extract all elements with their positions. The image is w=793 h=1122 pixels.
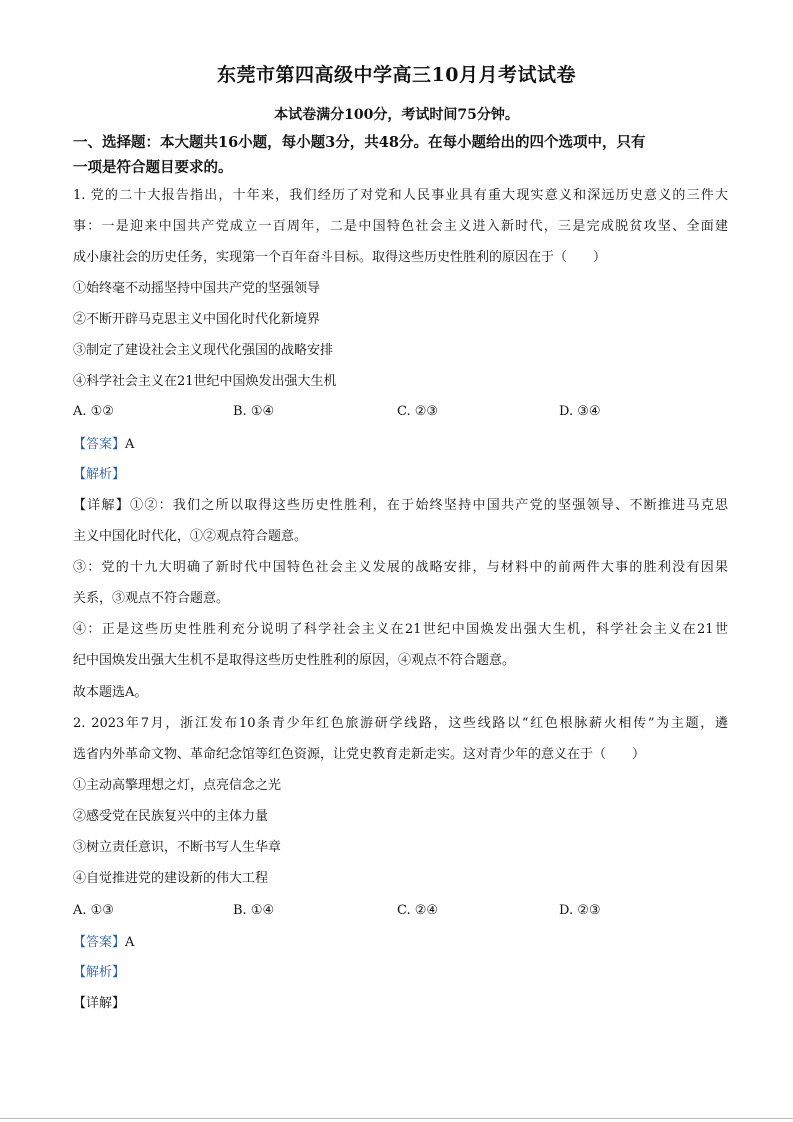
- q1-detail-line-6: 纪中国焕发出强大生机不是取得这些历史性胜利的原因，④观点不符合题意。: [73, 653, 516, 668]
- q2-detail: [73, 994, 728, 1014]
- q1-detail-line-2: 主义中国化时代化，①②观点符合题意。: [73, 529, 308, 544]
- q1-option-a: A. ①②: [73, 404, 114, 419]
- q1-analysis-tag: 【解析】: [73, 467, 126, 482]
- q2-stem-line-2: 选省内外革命文物、革命纪念馆等红色资源，让党史教育走新走实。这对青少年的意义在于（ ）: [73, 747, 646, 762]
- q1-statement-2: ②不断开辟马克思主义中国化时代化新境界: [73, 312, 321, 327]
- q1-answer-value: A: [125, 437, 135, 452]
- q1-answer-tag: 【答案】: [73, 437, 126, 452]
- q1-stem-line-2: 事：一是迎来中国共产党成立一百周年，二是中国特色社会主义进入新时代，三是完成脱贫攻坚、全面建: [73, 219, 728, 234]
- q1-option-d: D. ③④: [559, 404, 601, 419]
- q2-analysis-tag: 【解析】: [73, 965, 126, 980]
- q2-statement-2: ②感受党在民族复兴中的主体力量: [73, 809, 269, 824]
- q1-stem-line-3: 成小康社会的历史任务，实现第一个百年奋斗目标。取得这些历史性胜利的原因在于（ ）: [73, 250, 607, 265]
- q2-statement-3: ③树立责任意识，不断书写人生华章: [73, 840, 282, 855]
- section-heading-line-1: 一、选择题：本大题共16小题，每小题3分，共48分。在每小题给出的四个选项中，只有: [73, 134, 646, 151]
- page-bottom-divider: [0, 1118, 793, 1119]
- q1-detail-line-5: ④：正是这些历史性胜利充分说明了科学社会主义在21世纪中国焕发出强大生机，科学社会主义在21世: [73, 622, 728, 637]
- q1-detail-line-1: [73, 496, 728, 516]
- q1-option-c: C. ②③: [397, 404, 439, 419]
- q1-detail-line-7: 故本题选A。: [73, 685, 148, 700]
- q2-detail-tag: 【详解】: [73, 996, 126, 1011]
- q1-detail-tag: 【详解】: [73, 498, 131, 513]
- q2-analysis: [73, 963, 728, 983]
- q2-statement-4: ④自觉推进党的建设新的伟大工程: [73, 871, 269, 886]
- exam-info: 本试卷满分100分，考试时间75分钟。: [274, 107, 519, 123]
- q1-statement-3: ③制定了建设社会主义现代化强国的战略安排: [73, 343, 334, 358]
- q1-detail-line-4: 关系，③观点不符合题意。: [73, 591, 230, 606]
- q2-answer-value: A: [125, 935, 135, 950]
- page-title: 东莞市第四高级中学高三10月月考试试卷: [217, 64, 576, 86]
- section-heading-line-2: 一项是符合题目要求的。: [73, 159, 233, 176]
- q2-stem-line-1: 2. 2023年7月，浙江发布10条青少年红色旅游研学线路，这些线路以“红色根脉薪火相传”为主题，遴: [73, 716, 728, 731]
- q1-detail-line-3: ③：党的十九大明确了新时代中国特色社会主义发展的战略安排，与材料中的前两件大事的胜利没有因果: [73, 560, 728, 575]
- q1-statement-4: ④科学社会主义在21世纪中国焕发出强大生机: [73, 374, 337, 389]
- q1-answer: [73, 435, 728, 455]
- q2-answer-tag: 【答案】: [73, 935, 126, 950]
- q1-detail-text-1: ①②：我们之所以取得这些历史性胜利，在于始终坚持中国共产党的坚强领导、不断推进马克思: [130, 498, 728, 513]
- q2-option-c: C. ②④: [397, 903, 439, 918]
- q2-option-a: A. ①③: [73, 903, 114, 918]
- q1-stem-line-1: 1. 党的二十大报告指出，十年来，我们经历了对党和人民事业具有重大现实意义和深远历史意义的三件大: [73, 188, 728, 203]
- q1-option-b: B. ①④: [233, 404, 275, 419]
- q1-statement-1: ①始终毫不动摇坚持中国共产党的坚强领导: [73, 281, 321, 296]
- q1-analysis: [73, 465, 728, 485]
- section-heading: [73, 130, 723, 180]
- q2-answer: [73, 933, 728, 953]
- q2-option-b: B. ①④: [233, 903, 275, 918]
- q2-option-d: D. ②③: [559, 903, 601, 918]
- q2-statement-1: ①主动高擎理想之灯，点亮信念之光: [73, 778, 282, 793]
